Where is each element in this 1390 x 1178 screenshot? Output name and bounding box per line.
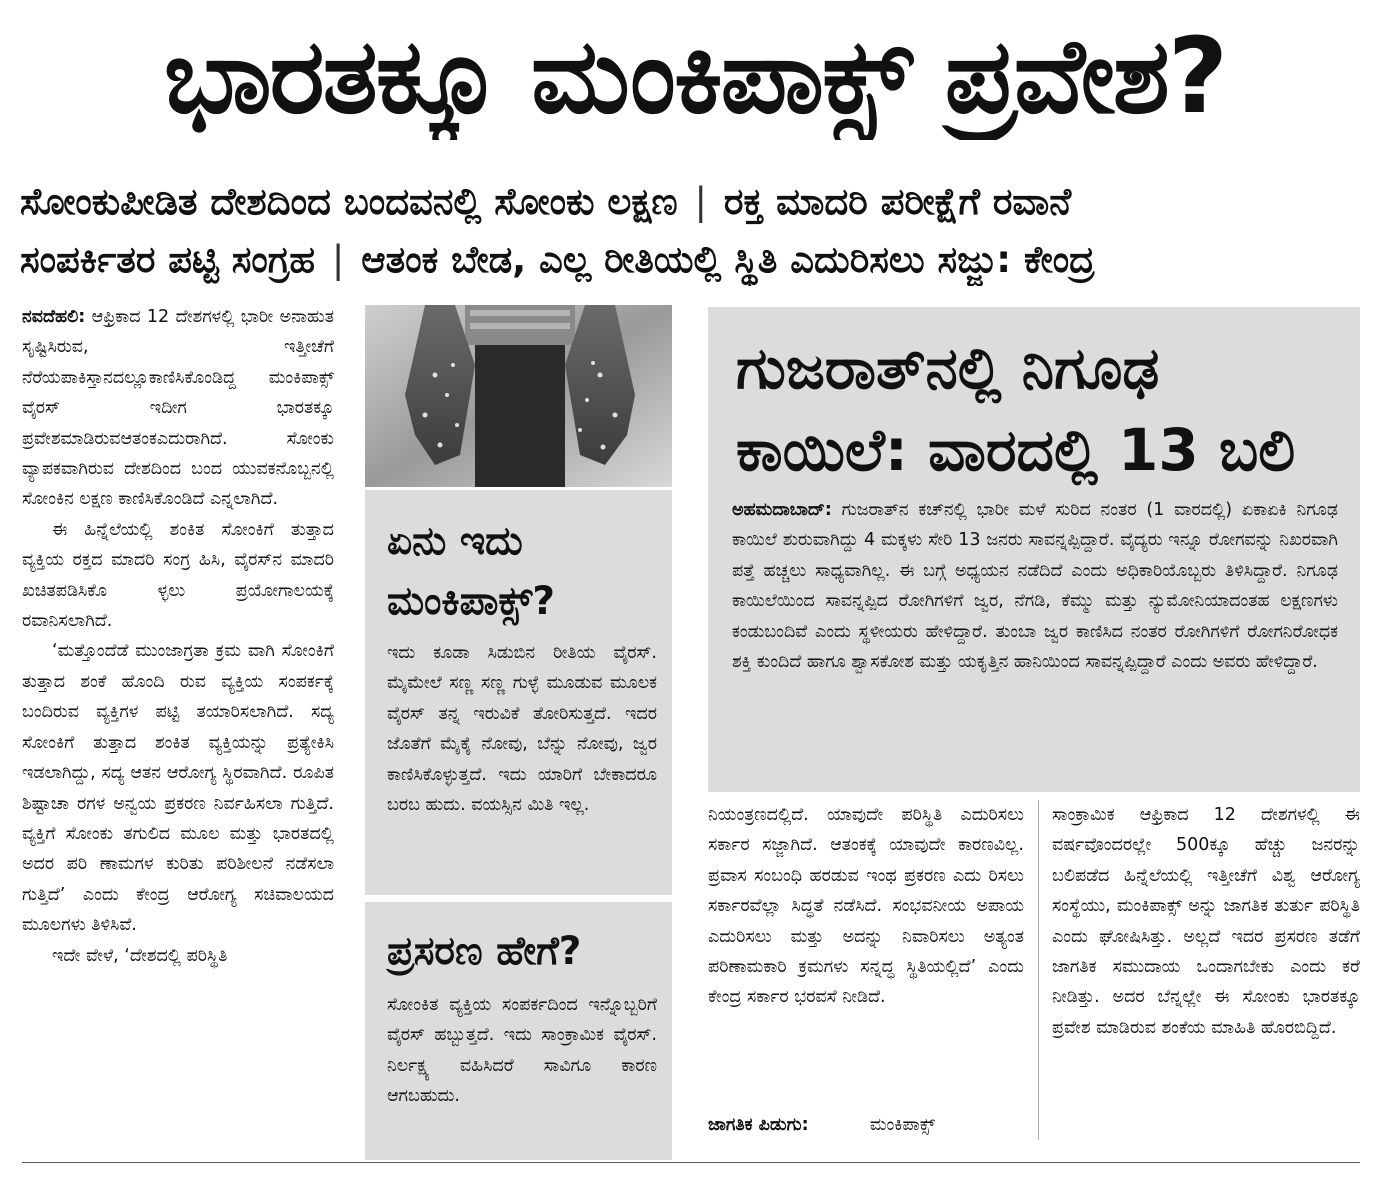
main-story-column-1 xyxy=(22,302,334,1142)
deck-separator: | xyxy=(694,180,707,223)
deck-separator: | xyxy=(331,238,345,281)
deck-line-2-left: ಸಂಪರ್ಕಿತರ ಪಟ್ಟಿ ಸಂಗ್ರಹ xyxy=(20,238,315,281)
dateline: ನವದೆಹಲಿ: xyxy=(22,307,86,327)
what-is-monkeypox-box xyxy=(365,490,672,895)
main-story-paragraph: ‘ಮತ್ತೊಂದೆಡೆ ಮುಂಜಾಗ್ರತಾ ಕ್ರಮ ವಾಗಿ ಸೋಂಕಿಗೆ ತುತ್ತಾದ ಶಂಕೆ ಹೊಂದಿ ರುವ ವ್ಯಕ್ತಿಯ ಸಂಪರ್ಕಕ್ಕೆ ಬಂದಿರುವ ವ್ಯಕ್ತಿಗಳ ಪಟ್ಟಿ ತಯಾರಿಸಲಾಗಿದೆ. ಸದ್ಯ ಸೋಂಕಿಗೆ ತುತ್ತಾದ ಶಂಕಿತ ವ್ಯಕ್ತಿಯನ್ನು ಪ್ರತ್ಯೇಕಿಸಿ ಇಡಲಾಗಿದ್ದು, ಸದ್ಯ ಆತನ ಆರೋಗ್ಯ ಸ್ಥಿರವಾಗಿದೆ. ರೂಪಿತ ಶಿಷ್ಟಾಚಾ ರಗಳ ಅನ್ವಯ ಪ್ರಕರಣ ನಿರ್ವಹಿಸಲಾ ಗುತ್ತಿದೆ. ವ್ಯಕ್ತಿಗೆ ಸೋಂಕು ತಗುಲಿದ ಮೂಲ ಮತ್ತು ಭಾರತದಲ್ಲಿ ಅದರ ಪರಿ ಣಾಮಗಳ ಕುರಿತು ಪರಿಶೀಲನೆ ನಡೆಸಲಾ ಗುತ್ತಿದೆ’ ಎಂದು ಕೇಂದ್ರ ಆರೋಗ್ಯ ಸಚಿವಾಲಯದ ಮೂಲಗಳು ತಿಳಿಸಿವೆ. xyxy=(22,641,334,936)
monkeypox-hands-photo xyxy=(365,305,672,487)
gujarat-body: ಗುಜರಾತ್‌ನ ಕಚ್‌ನಲ್ಲಿ ಭಾರೀ ಮಳೆ ಸುರಿದ ನಂತರ (1 ವಾರದಲ್ಲಿ) ಏಕಾಏಕಿ ನಿಗೂಢ ಕಾಯಿಲೆ ಶುರುವಾಗಿದ್ದು 4 ಮಕ್ಕಳು ಸೇರಿ 13 ಜನರು ಸಾವನ್ನಪ್ಪಿದ್ದಾರೆ. ವೈದ್ಯರು ಇನ್ನೂ ರೋಗವನ್ನು ನಿಖರವಾಗಿ ಪತ್ತೆ ಹಚ್ಚಲು ಸಾಧ್ಯವಾಗಿಲ್ಲ. ಈ ಬಗ್ಗೆ ಅಧ್ಯಯನ ನಡೆದಿದೆ ಎಂದು ಅಧಿಕಾರಿಯೊಬ್ಬರು ತಿಳಿಸಿದ್ದಾರೆ. ನಿಗೂಢ ಕಾಯಿಲೆಯಿಂದ ಸಾವನ್ನಪ್ಪಿದ ರೋಗಿಗಳಿಗೆ ಜ್ವರ, ನೆಗಡಿ, ಕೆಮ್ಮು ಮತ್ತು ನ್ಯುಮೋನಿಯಾದಂತಹ ಲಕ್ಷಣಗಳು ಕಂಡುಬಂದಿವೆ ಎಂದು ಸ್ಥಳೀಯರು ಹೇಳಿದ್ದಾರೆ. ತುಂಬಾ ಜ್ವರ ಕಾಣಿಸಿದ ನಂತರ ರೋಗಿಗಳಿಗೆ ರೋಗನಿರೋಧಕ ಶಕ್ತಿ ಕುಂದಿದೆ ಹಾಗೂ ಶ್ವಾಸಕೋಶ ಮತ್ತು ಯಕೃತ್ತಿನ ಹಾನಿಯಿಂದ ಸಾವನ್ನಪ್ಪಿದ್ದಾರೆ ಎಂದು ಅವರು ಹೇಳಿದ್ದಾರೆ. xyxy=(732,500,1338,673)
subhead-line xyxy=(708,1110,1024,1142)
how-it-spreads-text: ಸೋಂಕಿತ ವ್ಯಕ್ತಿಯ ಸಂಪರ್ಕದಿಂದ ಇನ್ನೊಬ್ಬರಿಗೆ ವೈರಸ್ ಹಬ್ಬುತ್ತದೆ. ಇದು ಸಾಂಕ್ರಾಮಿಕ ವೈರಸ್. ನಿರ್ಲಕ್ಷ್ಯ ವಹಿಸಿದರೆ ಸಾವಿಗೂ ಕಾರಣ ಆಗಬಹುದು. xyxy=(387,995,657,1107)
what-is-monkeypox-text: ಇದು ಕೂಡಾ ಸಿಡುಬಿನ ರೀತಿಯ ವೈರಸ್. ಮೈಮೇಲೆ ಸಣ್ಣ ಸಣ್ಣ ಗುಳ್ಳೆ ಮೂಡುವ ಮೂಲಕ ವೈರಸ್ ತನ್ನ ಇರುವಿಕೆ ತೋರಿಸುತ್ತದೆ. ಇದರ ಜೊತೆಗೆ ಮೈಕೈ ನೋವು, ಬೆನ್ನು ನೋವು, ಜ್ವರ ಕಾಣಿಸಿಕೊಳ್ಳುತ್ತದೆ. ಇದು ಯಾರಿಗೆ ಬೇಕಾದರೂ ಬರಬ ಹುದು. ವಯಸ್ಸಿನ ಮಿತಿ ಇಲ್ಲ. xyxy=(387,643,657,816)
main-story-paragraph: ನವದೆಹಲಿ: ಆಫ್ರಿಕಾದ 12 ದೇಶಗಳಲ್ಲಿ ಭಾರೀ ಅನಾಹುತ ಸೃಷ್ಟಿಸಿರುವ, ಇತ್ತೀಚೆಗೆ ನೆರೆಯಪಾಕಿಸ್ತಾನದಲ್ಲೂಕಾಣಿಸಿಕೊಂಡಿದ್ದ ಮಂಕಿಪಾಕ್ಸ್ ವೈರಸ್ ಇದೀಗ ಭಾರತಕ್ಕೂ ಪ್ರವೇಶಮಾಡಿರುವಆತಂಕಎದುರಾಗಿದೆ. ಸೋಂಕು ವ್ಯಾಪಕವಾಗಿರುವ ದೇಶದಿಂದ ಬಂದ ಯುವಕನೊಬ್ಬನಲ್ಲಿ ಸೋಂಕಿನ ಲಕ್ಷಣ ಕಾಣಿಸಿಕೊಂಡಿದೆ ಎನ್ನಲಾಗಿದೆ. xyxy=(22,307,334,510)
gujarat-story-box xyxy=(708,307,1360,792)
deck-line-1-right: ರಕ್ತ ಮಾದರಿ ಪರೀಕ್ಷೆಗೆ ರವಾನೆ xyxy=(723,180,1072,223)
subhead-global-epidemic: ಜಾಗತಿಕ ಪಿಡುಗು: xyxy=(708,1115,809,1135)
gujarat-story-text xyxy=(732,495,1338,780)
column-divider xyxy=(1038,800,1039,1140)
deck-line-1-left: ಸೋಂಕುಪೀಡಿತ ದೇಶದಿಂದ ಬಂದವನಲ್ಲಿ ಸೋಂಕು ಲಕ್ಷಣ xyxy=(20,180,678,223)
bottom-rule xyxy=(22,1162,1360,1163)
headline: ಭಾರತಕ್ಕೂ ಮಂಕಿಪಾಕ್ಸ್ ಪ್ರವೇಶ? xyxy=(163,15,1227,137)
deck-line-1 xyxy=(20,176,1375,228)
how-it-spreads-title: ಪ್ರಸರಣ ಹೇಗೆ? xyxy=(387,929,582,974)
hands-photo-image xyxy=(365,305,672,487)
gujarat-dateline: ಅಹಮದಾಬಾದ್: xyxy=(732,500,832,520)
main-story-column-3 xyxy=(1052,800,1360,1140)
deck-line-2-right: ಆತಂಕ ಬೇಡ, ಎಲ್ಲ ರೀತಿಯಲ್ಲಿ ಸ್ಥಿತಿ ಎದುರಿಸಲು ಸಜ್ಜು: ಕೇಂದ್ರ xyxy=(361,238,1095,281)
main-story-paragraph: ಇದೇ ವೇಳೆ, ‘ದೇಶದಲ್ಲಿ ಪರಿಸ್ಥಿತಿ xyxy=(52,945,228,966)
main-story-paragraph: ಈ ಹಿನ್ನೆಲೆಯಲ್ಲಿ ಶಂಕಿತ ಸೋಂಕಿಗೆ ತುತ್ತಾದ ವ್ಯಕ್ತಿಯ ರಕ್ತದ ಮಾದರಿ ಸಂಗ್ರ ಹಿಸಿ, ವೈರಸ್‌ನ ಮಾದರಿ ಖಚಿತಪಡಿಸಿಕೊ ಳ್ಳಲು ಪ್ರಯೋಗಾಲಯಕ್ಕೆ ರವಾನಿಸಲಾಗಿದೆ. xyxy=(22,519,334,632)
what-is-monkeypox-title: ಏನು ಇದು ಮಂಕಿಪಾಕ್ಸ್? xyxy=(387,519,555,624)
how-it-spreads-box xyxy=(365,902,672,1160)
gujarat-title-line-1: ಗುಜರಾತ್‌ನಲ್ಲಿ ನಿಗೂಢ xyxy=(736,334,1160,402)
gujarat-title-line-2: ಕಾಯಿಲೆ: ವಾರದಲ್ಲಿ 13 ಬಲಿ xyxy=(736,416,1296,484)
deck-line-2 xyxy=(20,234,1375,286)
main-story-column-2 xyxy=(708,800,1024,1105)
main-story-paragraph: ಸಾಂಕ್ರಾಮಿಕ ಆಫ್ರಿಕಾದ 12 ದೇಶಗಳಲ್ಲಿ ಈ ವರ್ಷವೊಂದರಲ್ಲೇ 500ಕ್ಕೂ ಹೆಚ್ಚು ಜನರನ್ನು ಬಲಿಪಡೆದ ಹಿನ್ನೆಲೆಯಲ್ಲಿ ಇತ್ತೀಚೆಗೆ ವಿಶ್ವ ಆರೋಗ್ಯ ಸಂಸ್ಥೆಯು, ಮಂಕಿಪಾಕ್ಸ್ ಅನ್ನು ಜಾಗತಿಕ ತುರ್ತು ಪರಿಸ್ಥಿತಿ ಎಂದು ಘೋಷಿಸಿತ್ತು. ಅಲ್ಲದೆ ಇದರ ಪ್ರಸರಣ ತಡೆಗೆ ಜಾಗತಿಕ ಸಮುದಾಯ ಒಂದಾಗಬೇಕು ಎಂದು ಕರೆ ನೀಡಿತ್ತು. ಅದರ ಬೆನ್ನಲ್ಲೇ ಈ ಸೋಂಕು ಭಾರತಕ್ಕೂ ಪ್ರವೇಶ ಮಾಡಿರುವ ಶಂಕೆಯ ಮಾಹಿತಿ ಹೊರಬಿದ್ದಿದೆ. xyxy=(1052,805,1360,1038)
subhead-text: ಮಂಕಿಪಾಕ್ಸ್ xyxy=(869,1115,936,1135)
main-story-paragraph: ನಿಯಂತ್ರಣದಲ್ಲಿದೆ. ಯಾವುದೇ ಪರಿಸ್ಥಿತಿ ಎದುರಿಸಲು ಸರ್ಕಾರ ಸಜ್ಜಾಗಿದೆ. ಆತಂಕಕ್ಕೆ ಯಾವುದೇ ಕಾರಣವಿಲ್ಲ. ಪ್ರವಾಸ ಸಂಬಂಧಿ ಹರಡುವ ಇಂಥ ಪ್ರಕರಣ ಎದು ರಿಸಲು ಸರ್ಕಾರವೆಲ್ಲಾ ಸಿದ್ಧತೆ ನಡೆಸಿದೆ. ಸಂಭವನೀಯ ಅಪಾಯ ಎದುರಿಸಲು ಮತ್ತು ಅದನ್ನು ನಿವಾರಿಸಲು ಅತ್ಯಂತ ಪರಿಣಾಮಕಾರಿ ಕ್ರಮಗಳು ಸನ್ನದ್ಧ ಸ್ಥಿತಿಯಲ್ಲಿದೆ’ ಎಂದು ಕೇಂದ್ರ ಸರ್ಕಾರ ಭರವಸೆ ನೀಡಿದೆ. xyxy=(708,805,1024,1008)
